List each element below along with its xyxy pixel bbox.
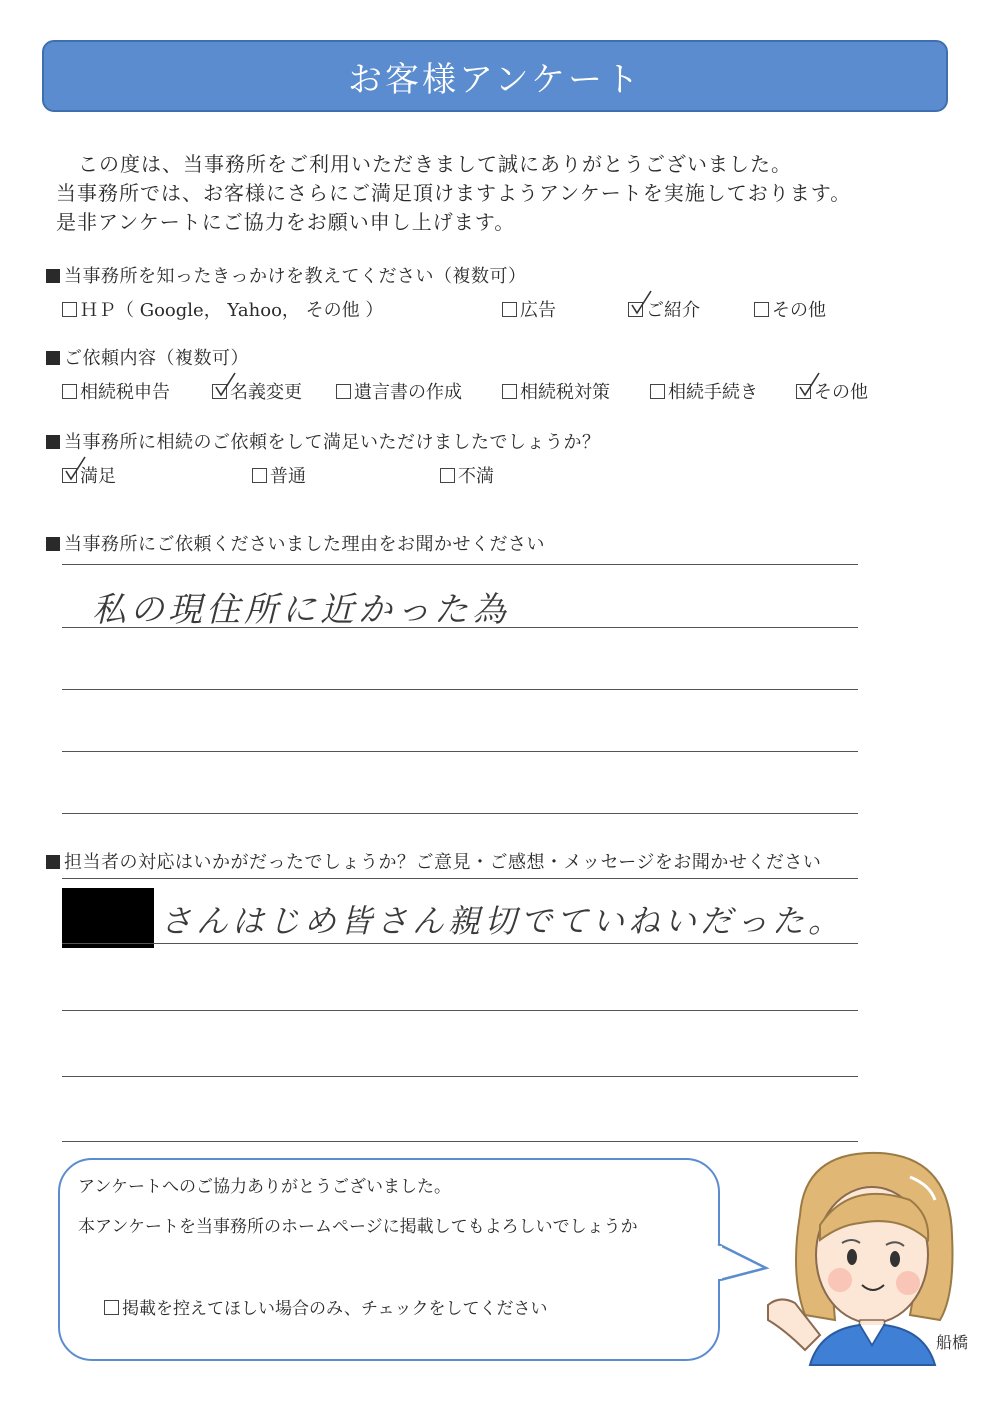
- option-referral[interactable]: [628, 296, 700, 322]
- survey-title: お客様アンケート: [348, 59, 642, 100]
- checkbox[interactable]: [754, 302, 769, 317]
- question-3-label: 当事務所に相続のご依頼をして満足いただけましたでしょうか？: [64, 432, 601, 453]
- option-other[interactable]: [754, 296, 826, 322]
- intro-line: この度は、当事務所をご利用いただきまして誠にありがとうございました。: [78, 152, 792, 176]
- option-inheritance-tax-filing[interactable]: [62, 378, 170, 404]
- option-other[interactable]: [796, 378, 868, 404]
- answer-line: [62, 564, 858, 565]
- option-label: 相続手続き: [668, 382, 758, 403]
- checkbox-checked[interactable]: [796, 384, 811, 399]
- bullet-square-icon: [46, 435, 60, 449]
- option-label: その他: [814, 382, 868, 403]
- checkbox-checked[interactable]: [628, 302, 643, 317]
- intro-line: 当事務所では、お客様にさらにご満足頂けますようアンケートを実施しております。: [56, 181, 852, 205]
- option-label: ご紹介: [646, 300, 700, 321]
- checkmark-icon: [65, 455, 87, 481]
- option-unsatisfied[interactable]: [440, 462, 494, 488]
- checkbox[interactable]: [62, 302, 77, 317]
- checkmark-icon: [215, 371, 237, 397]
- answer-line: [62, 1076, 858, 1077]
- bullet-square-icon: [46, 855, 60, 869]
- answer-line: [62, 943, 858, 944]
- option-inheritance-procedure[interactable]: [650, 378, 758, 404]
- checkbox-checked[interactable]: [212, 384, 227, 399]
- option-label: 不満: [458, 466, 494, 487]
- question-4: [46, 530, 545, 556]
- question-2: [46, 344, 249, 370]
- checkbox[interactable]: [252, 468, 267, 483]
- checkmark-icon: [631, 289, 653, 315]
- option-ad[interactable]: [502, 296, 556, 322]
- question-3: [46, 428, 601, 454]
- question-4-answer[interactable]: 私の現住所に近かった為: [92, 590, 510, 630]
- checkmark-icon: [799, 371, 821, 397]
- answer-line: [62, 689, 858, 690]
- answer-line: [62, 751, 858, 752]
- option-hp[interactable]: [62, 296, 383, 322]
- bullet-square-icon: [46, 351, 60, 365]
- checkbox[interactable]: [62, 384, 77, 399]
- checkbox[interactable]: [104, 1300, 119, 1315]
- answer-line: [62, 878, 858, 879]
- option-will-preparation[interactable]: [336, 378, 462, 404]
- redacted-name-block: [62, 888, 154, 948]
- checkbox[interactable]: [650, 384, 665, 399]
- option-satisfied[interactable]: [62, 462, 116, 488]
- optout-label: 掲載を控えてほしい場合のみ、チェックをしてください: [122, 1299, 548, 1319]
- question-1: [46, 262, 527, 288]
- option-neutral[interactable]: [252, 462, 306, 488]
- question-1-label: 当事務所を知ったきっかけを教えてください（複数可）: [64, 266, 527, 287]
- option-label: 普通: [270, 466, 306, 487]
- survey-title-banner: [42, 40, 948, 112]
- intro-text: [56, 150, 976, 237]
- option-label: 満足: [80, 466, 116, 487]
- question-5-answer[interactable]: さんはじめ皆さん親切でていねいだった。: [160, 902, 845, 940]
- closing-question: 本アンケートを当事務所のホームページに掲載してもよろしいでしょうか: [78, 1217, 638, 1237]
- option-label: ＨＰ（ Google， Yahoo， その他 ）: [80, 300, 384, 321]
- bullet-square-icon: [46, 269, 60, 283]
- option-name-change[interactable]: [212, 378, 302, 404]
- question-2-label: ご依頼内容（複数可）: [64, 348, 249, 369]
- answer-line: [62, 1141, 858, 1142]
- checkbox[interactable]: [440, 468, 455, 483]
- option-label: 広告: [520, 300, 556, 321]
- answer-line: [62, 1010, 858, 1011]
- branch-name: 船橋: [936, 1333, 969, 1352]
- option-label: 遺言書の作成: [354, 382, 462, 403]
- question-5: [46, 848, 821, 874]
- question-4-label: 当事務所にご依頼くださいました理由をお聞かせください: [64, 534, 545, 555]
- optout-option[interactable]: [104, 1294, 548, 1319]
- checkbox[interactable]: [502, 384, 517, 399]
- closing-thanks: アンケートへのご協力ありがとうございました。: [78, 1177, 451, 1197]
- intro-line: 是非アンケートにご協力をお願い申し上げます。: [56, 210, 516, 234]
- question-5-label: 担当者の対応はいかがだったでしょうか？ご意見・ご感想・メッセージをお聞かせください: [64, 852, 822, 873]
- option-label: 相続税対策: [520, 382, 610, 403]
- option-label: その他: [772, 300, 826, 321]
- answer-line: [62, 813, 858, 814]
- option-label: 名義変更: [230, 382, 302, 403]
- checkbox[interactable]: [336, 384, 351, 399]
- checkbox-checked[interactable]: [62, 468, 77, 483]
- checkbox[interactable]: [502, 302, 517, 317]
- answer-line: [62, 627, 858, 628]
- bullet-square-icon: [46, 537, 60, 551]
- option-label: 相続税申告: [80, 382, 170, 403]
- option-tax-planning[interactable]: [502, 378, 610, 404]
